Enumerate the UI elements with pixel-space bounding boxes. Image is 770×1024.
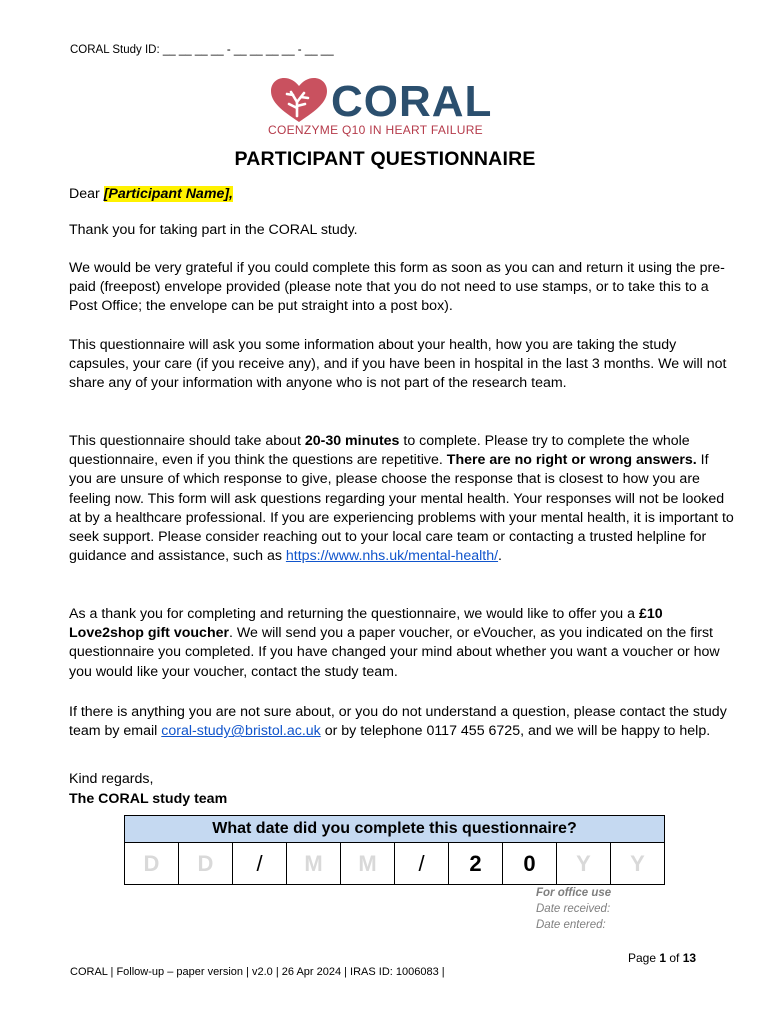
paragraph-duration-guidance: This questionnaire should take about 20-30 minutes to complete. Please try to complete the whole questionnaire, even if you think the questions are repetitive. There are no right or wrong answers. If you are unsure of which response to give, please choose the response that is closest to how you are feeling now. This form will ask questions regarding your mental health. Your responses will not be looked at by a healthcare professional. If you are experiencing problems with your mental health, it is important to seek support. Please consider reaching out to your local care team or contacting a trusted helpline for guidance and assistance, such as https://www.nhs.uk/mental-health/. — [69, 433, 734, 565]
study-id-field: CORAL Study ID: __ __ __ __ - __ __ __ __ - __ __ — [70, 44, 334, 56]
document-footer: CORAL | Follow-up – paper version | v2.0 | 26 Apr 2024 | IRAS ID: 1006083 | — [70, 966, 445, 978]
date-cell-day-2[interactable]: D — [179, 843, 233, 884]
paragraph-thanks: Thank you for taking part in the CORAL study. — [69, 222, 358, 238]
completion-date-question: What date did you complete this questionnaire? — [125, 816, 664, 843]
office-use-block — [536, 885, 611, 933]
study-email-link[interactable]: coral-study@bristol.ac.uk — [161, 723, 321, 740]
completion-date-box — [124, 815, 665, 885]
logo-word: CORAL — [331, 77, 493, 126]
date-separator: / — [233, 843, 287, 884]
date-cell-month-2[interactable]: M — [341, 843, 395, 884]
signoff-regards: Kind regards, — [69, 771, 154, 787]
paragraph-contact: If there is anything you are not sure about, or you do not understand a question, please contact the study team by email coral-study@bristol.ac.uk or by telephone 0117 455 6725, and we will be happy to help. — [69, 704, 727, 740]
logo-subtitle: COENZYME Q10 IN HEART FAILURE — [268, 123, 483, 137]
date-cell-month-1[interactable]: M — [287, 843, 341, 884]
date-separator: / — [395, 843, 449, 884]
paragraph-voucher: As a thank you for completing and returning the questionnaire, we would like to offer you a £10 Love2shop gift voucher. We will send you a paper voucher, or eVoucher, as you indicated on the first questionnaire you completed. If you have changed your mind about whether you want a voucher or how you would like your voucher, contact the study team. — [69, 606, 720, 680]
signoff-team: The CORAL study team — [69, 791, 228, 807]
paragraph-questionnaire-scope: This questionnaire will ask you some information about your health, how you are taking the study capsules, your care (if you receive any), and if you have been in hospital in the last 3 months. We will not share any of your information with anyone who is not part of the research team. — [69, 337, 727, 392]
page-title: PARTICIPANT QUESTIONNAIRE — [234, 148, 536, 170]
date-cell-year-4[interactable]: Y — [630, 850, 645, 876]
greeting-prefix: Dear — [69, 186, 104, 202]
date-entered-label: Date entered: — [536, 919, 606, 931]
date-received-label: Date received: — [536, 903, 611, 915]
date-cell-year-3[interactable]: Y — [557, 843, 611, 884]
date-cell-year-1: 2 — [449, 843, 503, 884]
nhs-mental-health-link[interactable]: https://www.nhs.uk/mental-health/ — [285, 548, 499, 565]
date-cell-day-1[interactable]: D — [125, 843, 179, 884]
participant-name-placeholder: [Participant Name], — [103, 186, 233, 202]
page-number: Page 1 of 13 — [628, 951, 697, 965]
paragraph-return-instructions: We would be very grateful if you could complete this form as soon as you can and return it using the pre-paid (freepost) envelope provided (please note that you do not need to use stamps, or to take this to a Post Office; the envelope can be put straight into a post box). — [69, 260, 725, 315]
completion-date-cells — [125, 843, 664, 884]
date-cell-year-2: 0 — [503, 843, 557, 884]
greeting — [69, 185, 734, 204]
office-use-heading: For office use — [536, 887, 612, 899]
